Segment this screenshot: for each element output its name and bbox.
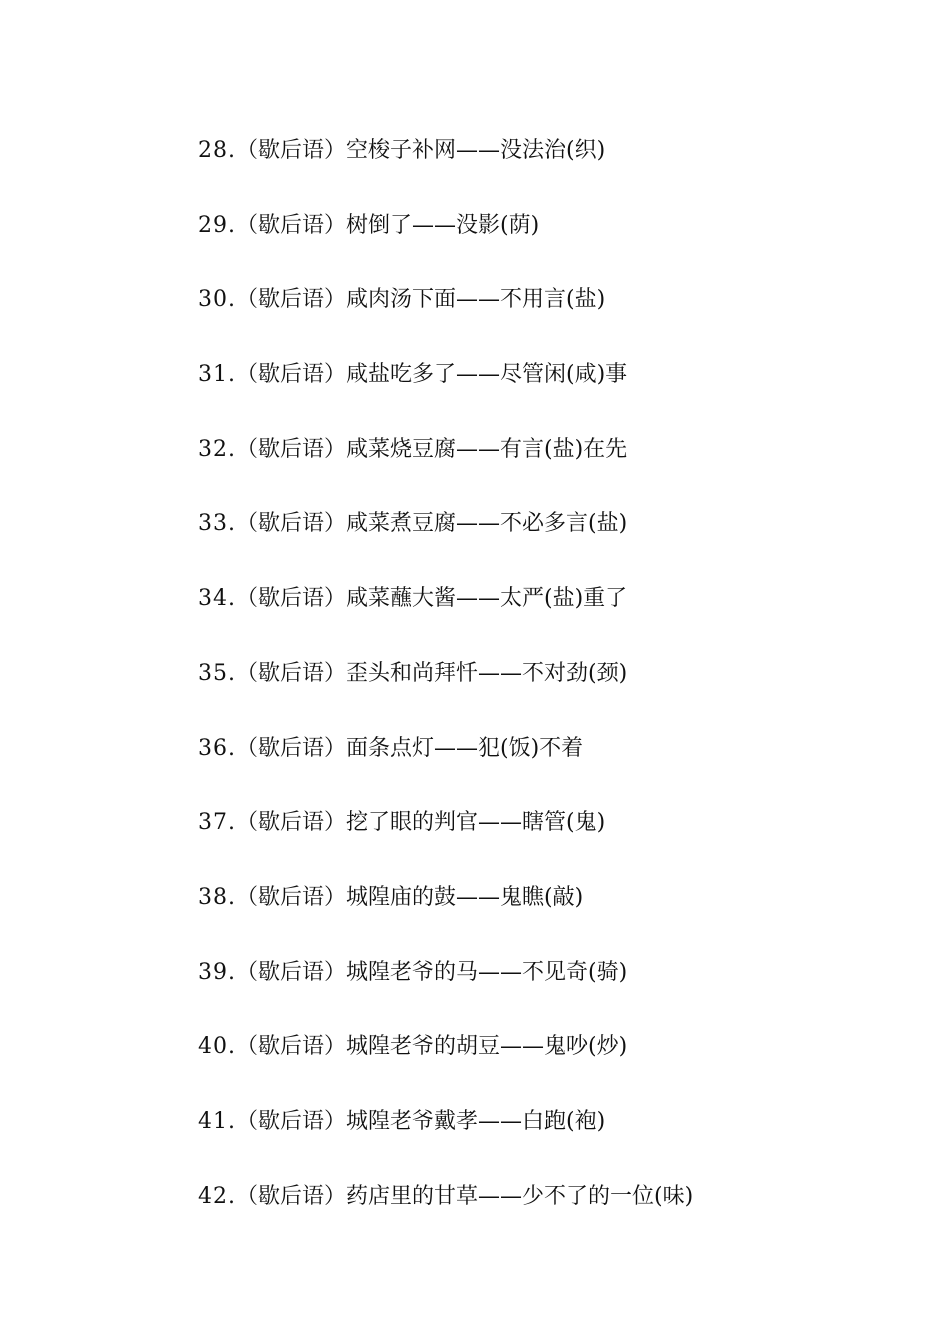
entry-text: （歇后语）歪头和尚拜忏——不对劲(颈) — [236, 660, 628, 686]
entry-text: （歇后语）挖了眼的判官——瞎管(鬼) — [236, 810, 606, 836]
entry-number: 28. — [198, 138, 236, 163]
list-item — [198, 280, 693, 355]
entry-text: （歇后语）咸菜煮豆腐——不必多言(盐) — [236, 511, 628, 537]
list-item — [198, 1177, 693, 1252]
entry-number: 40. — [198, 1034, 236, 1060]
entry-number: 42. — [198, 1183, 236, 1209]
entry-number: 34. — [198, 586, 236, 612]
proverb-list — [198, 131, 693, 1251]
list-item — [198, 1102, 693, 1177]
list-item — [198, 803, 693, 878]
entry-text: （歇后语）咸肉汤下面——不用言(盐) — [236, 287, 606, 313]
entry-text: （歇后语）树倒了——没影(荫) — [236, 212, 540, 238]
entry-number: 39. — [198, 959, 236, 985]
list-item — [198, 654, 693, 729]
entry-text: （歇后语）咸菜烧豆腐——有言(盐)在先 — [236, 436, 628, 462]
list-item — [198, 355, 693, 430]
entry-number: 36. — [198, 735, 236, 761]
list-item — [198, 729, 693, 804]
entry-number: 37. — [198, 810, 236, 836]
entry-text: （歇后语）空梭子补网——没法治(织) — [236, 138, 606, 163]
list-item — [198, 953, 693, 1028]
entry-text: （歇后语）城隍庙的鼓——鬼瞧(敲) — [236, 884, 584, 910]
list-item — [198, 1027, 693, 1102]
entry-text: （歇后语）面条点灯——犯(饭)不着 — [236, 735, 584, 761]
entry-number: 41. — [198, 1108, 236, 1134]
entry-text: （歇后语）城隍老爷的胡豆——鬼吵(炒) — [236, 1034, 628, 1060]
entry-number: 29. — [198, 212, 236, 238]
entry-text: （歇后语）咸盐吃多了——尽管闲(咸)事 — [236, 362, 628, 388]
entry-number: 30. — [198, 287, 236, 313]
entry-number: 33. — [198, 511, 236, 537]
entry-text: （歇后语）城隍老爷戴孝——白跑(袍) — [236, 1108, 606, 1134]
list-item — [198, 430, 693, 505]
entry-text: （歇后语）药店里的甘草——少不了的一位(味) — [236, 1183, 694, 1209]
list-item — [198, 206, 693, 281]
entry-number: 31. — [198, 362, 236, 388]
entry-text: （歇后语）城隍老爷的马——不见奇(骑) — [236, 959, 628, 985]
list-item — [198, 131, 693, 206]
entry-number: 35. — [198, 660, 236, 686]
list-item — [198, 878, 693, 953]
list-item — [198, 504, 693, 579]
entry-number: 32. — [198, 436, 236, 462]
entry-text: （歇后语）咸菜蘸大酱——太严(盐)重了 — [236, 586, 628, 612]
list-item — [198, 579, 693, 654]
entry-number: 38. — [198, 884, 236, 910]
